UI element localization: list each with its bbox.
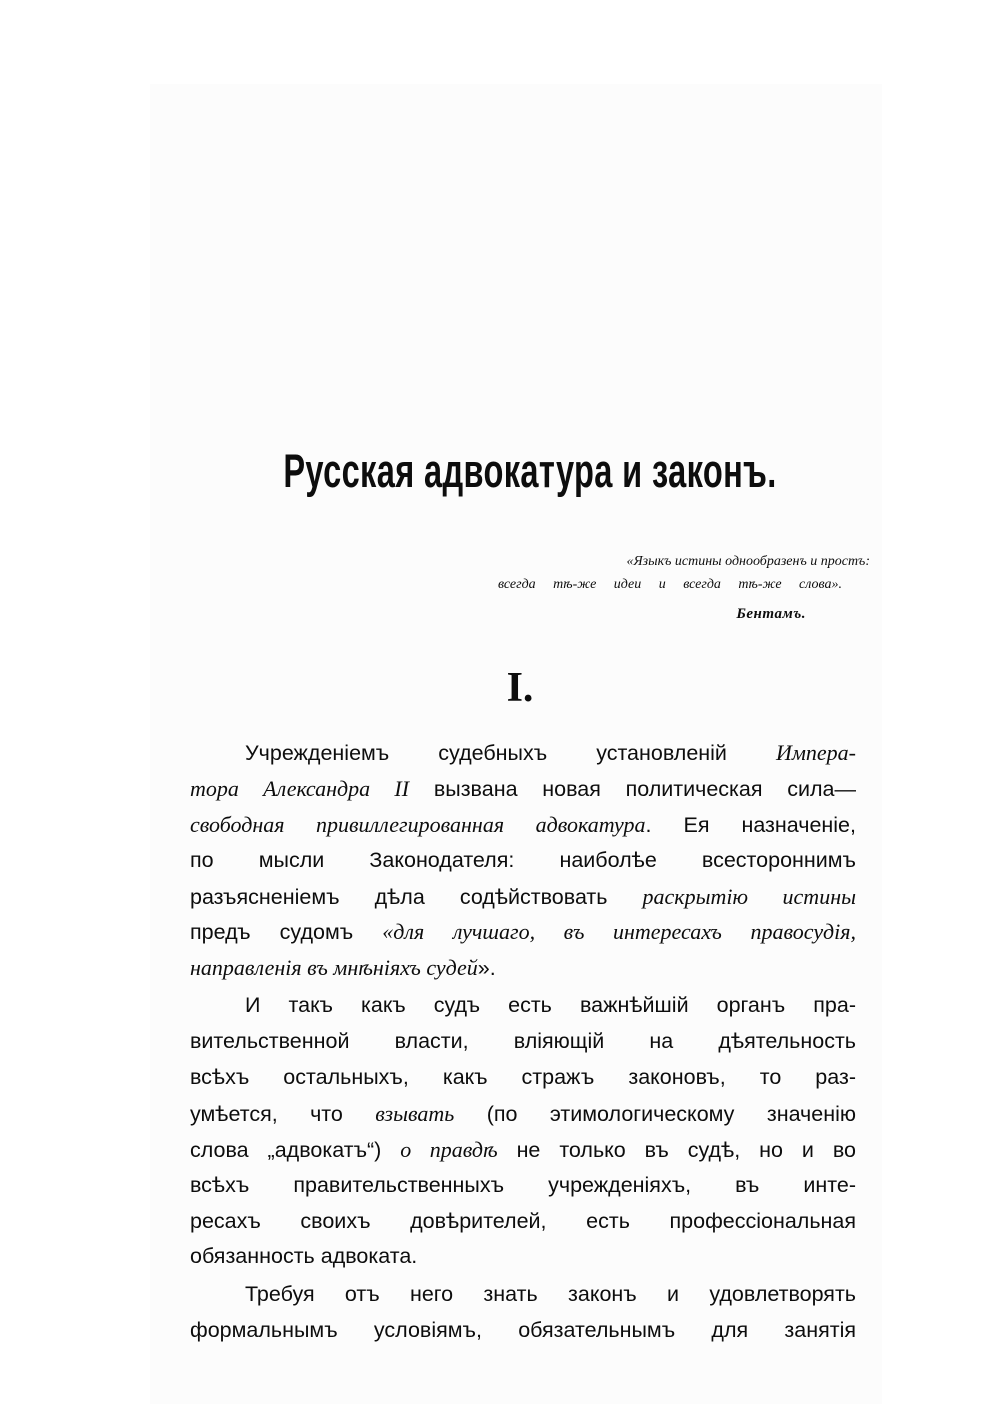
italic-run: направленія въ мнѣніяхъ судей: [190, 955, 478, 981]
text-run: не только въ судѣ, но и во: [497, 1137, 856, 1162]
text-line: ресахъ своихъ довѣрителей, есть профессіональная: [190, 1208, 856, 1233]
text-run: ».: [477, 956, 496, 981]
paragraph-3: [190, 1277, 856, 1349]
italic-run: взывать: [375, 1100, 455, 1126]
text-line: [190, 1132, 856, 1168]
chapter-number: I.: [506, 665, 534, 711]
text-line: [190, 914, 856, 950]
paragraph-2: [190, 988, 856, 1275]
text-line: И такъ какъ судъ есть важнѣйшій органъ пра-: [245, 993, 856, 1018]
text-run: . Ея назначеніе,: [645, 812, 856, 837]
text-line: всѣхъ правительственныхъ учрежденіяхъ, въ инте-: [190, 1172, 856, 1197]
text-line: обязанность адвоката.: [190, 1244, 418, 1269]
text-line: [190, 1096, 856, 1132]
text-line: [190, 950, 856, 986]
italic-run: о правдѣ: [400, 1136, 498, 1162]
text-line: по мысли Законодателя: наиболѣе всестороннимъ: [190, 847, 856, 872]
italic-run: Импера-: [775, 740, 856, 765]
epigraph: [470, 550, 870, 623]
text-run: умѣется, что: [190, 1101, 376, 1126]
text-line: [190, 735, 856, 771]
italic-run: свободная привиллегированная адвокатура: [190, 811, 646, 837]
page-title: Русская адвокатура и законъ.: [283, 445, 777, 498]
text-run: (по этимологическому значенію: [454, 1101, 856, 1126]
italic-run: «для лучшаго, въ интересахъ правосудія,: [382, 919, 856, 945]
text-run: слова „адвокатъ“): [190, 1137, 401, 1162]
text-line: формальнымъ условіямъ, обязательнымъ для занятія: [190, 1318, 856, 1343]
italic-run: тора Александра II: [190, 775, 410, 801]
epigraph-line-2: всегда тѣ-же идеи и всегда тѣ-же слова».: [498, 577, 842, 592]
text-run: предъ судомъ: [190, 920, 383, 945]
text-line: всѣхъ остальныхъ, какъ стражъ законовъ, то раз-: [190, 1065, 856, 1090]
text-run: разъясненіемъ дѣла содѣйствовать: [190, 884, 643, 909]
text-line: Требуя отъ него знать законъ и удовлетворять: [245, 1282, 856, 1307]
epigraph-line-1: «Языкъ истины однообразенъ и простъ:: [626, 554, 870, 569]
epigraph-author: Бентамъ.: [736, 606, 806, 622]
paragraph-1: [190, 735, 856, 986]
text-line: [190, 807, 856, 843]
body-text: [190, 735, 856, 1349]
italic-run: раскрытію истины: [642, 883, 857, 909]
text-run: вызвана новая политическая сила—: [409, 776, 856, 801]
text-line: [190, 879, 856, 915]
text-line: вительственной власти, вліяющій на дѣятельность: [190, 1029, 856, 1054]
text-line: [190, 771, 856, 807]
text-run: Учрежденіемъ судебныхъ установленій: [245, 741, 776, 765]
